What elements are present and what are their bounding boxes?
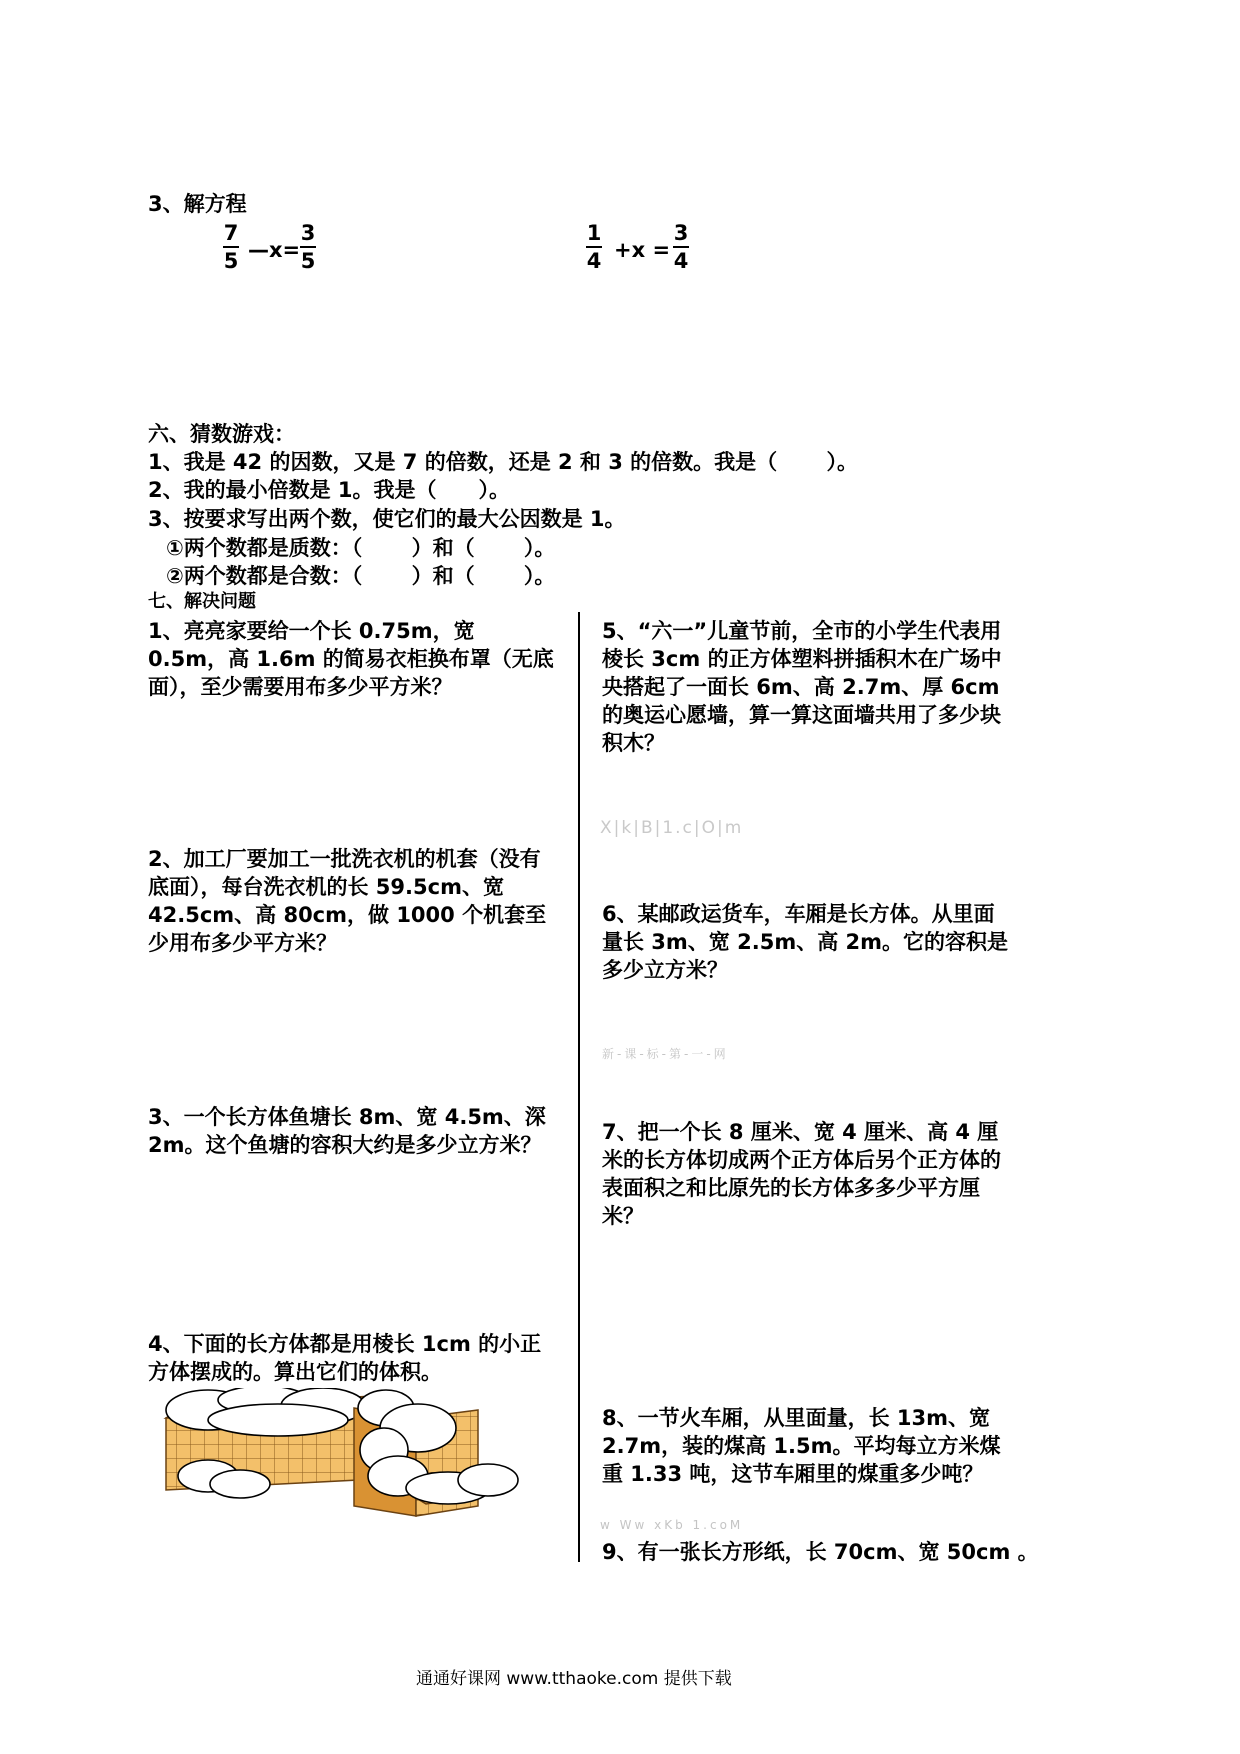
eq2-operator: +x =: [614, 238, 671, 262]
problem-6: 6、某邮政运货车，车厢是长方体。从里面量长 3m、宽 2.5m、高 2m。它的容积是多少立方米？: [602, 902, 1009, 982]
guess-question-3b: ②两个数都是合数：（ ）和（ ）。: [166, 564, 556, 588]
eq1-numerator-1: 7: [223, 221, 239, 245]
section-7-title: 七、解决问题: [148, 591, 256, 612]
section-3-title: 3、解方程: [148, 192, 247, 216]
problem-9: 9、有一张长方形纸，长 70cm、宽 50cm 。: [602, 1540, 1039, 1564]
eq1-denominator-1: 5: [223, 249, 239, 273]
guess-question-2: 2、我的最小倍数是 1。我是（ ）。: [148, 478, 511, 502]
eq2-denominator-2: 4: [673, 249, 689, 273]
eq1-numerator-2: 3: [300, 221, 316, 245]
column-divider: [578, 612, 580, 1562]
problem-7: 7、把一个长 8 厘米、宽 4 厘米、高 4 厘米的长方体切成两个正方体后另个正方体的表面积之和比原先的长方体多多少平方厘米？: [602, 1120, 1001, 1228]
problem-8: 8、一节火车厢，从里面量，长 13m、宽 2.7m，装的煤高 1.5m。平均每立方米煤重 1.33 吨，这节车厢里的煤重多少吨？: [602, 1406, 1001, 1486]
eq2-numerator-2: 3: [673, 221, 689, 245]
problem-1: 1、亮亮家要给一个长 0.75m，宽 0.5m，高 1.6m 的简易衣柜换布罩（无底面），至少需要用布多少平方米？: [148, 619, 554, 699]
guess-question-3: 3、按要求写出两个数，使它们的最大公因数是 1。: [148, 507, 626, 531]
problem-4: 4、下面的长方体都是用棱长 1cm 的小正方体摆成的。算出它们的体积。: [148, 1332, 542, 1384]
guess-question-3a: ①两个数都是质数：（ ）和（ ）。: [166, 536, 556, 560]
cloud-2: [358, 1390, 518, 1504]
watermark-2: 新-课-标-第-一-网: [602, 1047, 729, 1061]
guess-question-1: 1、我是 42 的因数，又是 7 的倍数，还是 2 和 3 的倍数。我是（ ）。: [148, 450, 858, 474]
section-6-title: 六、猜数游戏：: [148, 422, 295, 446]
problem-2: 2、加工厂要加工一批洗衣机的机套（没有底面），每台洗衣机的长 59.5cm、宽 42.5cm、高 80cm，做 1000 个机套至少用布多少平方米？: [148, 847, 547, 955]
cuboid-figures: [148, 1388, 528, 1518]
problem-5: 5、“六一”儿童节前，全市的小学生代表用棱长 3cm 的正方体塑料拼插积木在广场中央搭起了一面长 6m、高 2.7m、厚 6cm 的奥运心愿墙，算一算这面墙共用了多少块积木？: [602, 619, 1002, 755]
footer-text: 通通好课网 www.tthaoke.com 提供下载: [416, 1669, 732, 1689]
eq2-numerator-1: 1: [586, 221, 602, 245]
eq2-denominator-1: 4: [586, 249, 602, 273]
eq1-denominator-2: 5: [300, 249, 316, 273]
watermark-1: X|k|B|1.c|O|m: [600, 818, 744, 838]
eq1-operator: —x=: [248, 238, 301, 262]
problem-3: 3、一个长方体鱼塘长 8m、宽 4.5m、深 2m。这个鱼塘的容积大约是多少立方米？: [148, 1105, 546, 1157]
watermark-3: w Ww xKb 1.coM: [600, 1518, 744, 1532]
